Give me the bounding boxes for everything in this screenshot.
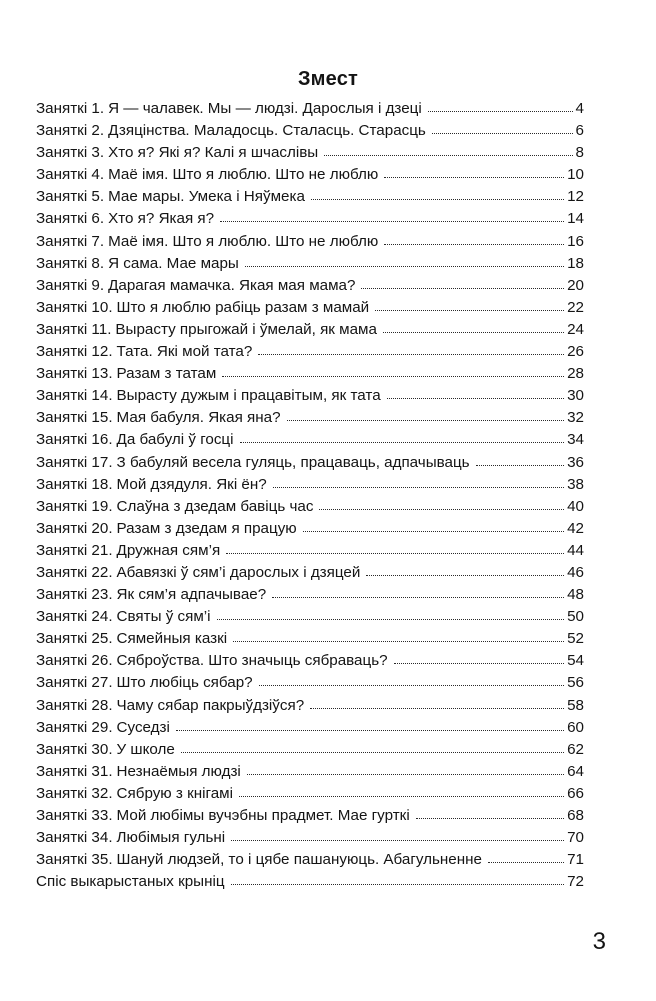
toc-dot-leader xyxy=(303,530,564,532)
toc-dot-leader xyxy=(233,640,564,642)
page-number: 3 xyxy=(592,928,606,955)
toc-entry-text: Шануй людзей, то і цябе пашануюць. Абагульненне xyxy=(116,851,482,869)
toc-entry-sources[interactable] xyxy=(36,871,584,893)
toc-entry-label xyxy=(36,297,369,319)
toc-entry-prefix: Заняткі 1. xyxy=(36,100,105,117)
toc-entry-page: 50 xyxy=(567,608,584,626)
toc-entry-page: 34 xyxy=(567,431,584,449)
toc-entry-label xyxy=(36,739,175,761)
toc-entry-page: 32 xyxy=(567,409,584,427)
toc-entry-prefix: Заняткі 22. xyxy=(36,563,113,581)
toc-entry-label xyxy=(36,717,170,739)
toc-entry-page: 42 xyxy=(567,519,584,537)
toc-entry-page: 20 xyxy=(567,276,584,294)
toc-entry-label xyxy=(36,452,470,474)
toc-dot-leader xyxy=(383,331,564,333)
toc-entry-label xyxy=(36,208,214,230)
toc-entry[interactable] xyxy=(36,319,584,341)
toc-dot-leader xyxy=(387,397,564,399)
toc-entry-label xyxy=(36,584,266,606)
toc-entry-label xyxy=(36,606,211,628)
toc-entry-prefix: Заняткі 4. xyxy=(36,166,105,184)
toc-entry-label xyxy=(36,120,426,142)
toc-entry-page: 26 xyxy=(567,343,584,361)
toc-entry[interactable] xyxy=(36,452,584,474)
toc-entry[interactable] xyxy=(36,540,584,562)
toc-entry[interactable] xyxy=(36,695,584,717)
toc-entry-prefix: Заняткі 8. xyxy=(36,254,105,272)
toc-dot-leader xyxy=(273,486,564,488)
toc-entry-label xyxy=(36,761,241,783)
toc-entry-page: 4 xyxy=(575,100,584,117)
toc-entry-prefix: Заняткі 26. xyxy=(36,652,113,670)
toc-entry-page: 52 xyxy=(567,630,584,648)
toc-entry[interactable] xyxy=(36,496,584,518)
toc-dot-leader xyxy=(245,265,564,267)
toc-entry-page: 36 xyxy=(567,453,584,471)
toc-entry-page: 71 xyxy=(567,851,584,869)
toc-entry[interactable] xyxy=(36,761,584,783)
toc-dot-leader xyxy=(240,441,565,443)
toc-entry-page: 10 xyxy=(567,166,584,184)
toc-dot-leader xyxy=(384,243,564,245)
toc-entry-label xyxy=(36,849,482,871)
toc-entry-text: Што любіць сябар? xyxy=(116,674,253,692)
toc-entry[interactable] xyxy=(36,827,584,849)
toc-entry[interactable] xyxy=(36,341,584,363)
toc-entry-page: 66 xyxy=(567,784,584,802)
toc-entry-text: Чаму сябар пакрыўдзіўся? xyxy=(116,696,305,714)
toc-entry[interactable] xyxy=(36,385,584,407)
toc-entry-label xyxy=(36,562,360,584)
toc-entry-label xyxy=(36,319,377,341)
toc-dot-leader xyxy=(247,773,564,775)
toc-entry-text: Да бабулі ў госці xyxy=(116,431,234,449)
toc-entry[interactable] xyxy=(36,606,584,628)
toc-entry-label xyxy=(36,407,281,429)
toc-entry-page: 12 xyxy=(567,188,584,206)
toc-entry[interactable] xyxy=(36,474,584,496)
toc-entry-prefix: Заняткі 23. xyxy=(36,586,113,604)
toc-entry-label xyxy=(36,341,252,363)
toc-entry[interactable] xyxy=(36,562,584,584)
toc-entry[interactable] xyxy=(36,407,584,429)
toc-entry-label xyxy=(36,695,304,717)
toc-dot-leader xyxy=(319,508,564,510)
toc-entry-text: Як сям’я адпачывае? xyxy=(116,586,267,604)
toc-entry-page: 18 xyxy=(567,254,584,272)
toc-entry-prefix: Заняткі 16. xyxy=(36,431,113,449)
toc-entry-prefix: Заняткі 17. xyxy=(36,453,113,471)
toc-entry-label xyxy=(36,231,378,253)
toc-entry-label xyxy=(36,98,422,120)
toc-entry-text: Дзяцінства. Маладосць. Сталасць. Старасць xyxy=(108,122,426,140)
toc-entry[interactable] xyxy=(36,805,584,827)
toc-entry-label xyxy=(36,385,381,407)
toc-entry-label xyxy=(36,650,388,672)
toc-entry-prefix: Заняткі 30. xyxy=(36,740,113,758)
toc-entry[interactable] xyxy=(36,231,584,253)
toc-entry-text: Суседзі xyxy=(116,718,170,736)
toc-entry-label xyxy=(36,275,355,297)
toc-entry-label xyxy=(36,429,234,451)
toc-entry-text: Што я люблю рабіць разам з мамай xyxy=(116,298,370,316)
toc-entry-text: Мой дзядуля. Які ён? xyxy=(116,475,267,493)
toc-entry-text: Сяброўства. Што значыць сябраваць? xyxy=(116,652,388,670)
toc-dot-leader xyxy=(220,220,564,222)
toc-entry-prefix: Заняткі 5. xyxy=(36,188,105,206)
toc-entry-prefix: Заняткі 9. xyxy=(36,276,105,294)
toc-entry-page: 16 xyxy=(567,232,584,250)
toc-entry[interactable] xyxy=(36,363,584,385)
toc-entry-text: Вырасту прыгожай і ўмелай, як мама xyxy=(115,320,377,338)
toc-entry-label xyxy=(36,142,318,164)
toc-dot-leader xyxy=(259,684,565,686)
toc-entry-label xyxy=(36,805,410,827)
toc-dot-leader xyxy=(311,198,564,200)
toc-entry-prefix: Заняткі 12. xyxy=(36,343,113,361)
toc-entry[interactable] xyxy=(36,628,584,650)
toc-entry-label xyxy=(36,474,267,496)
toc-dot-leader xyxy=(176,729,564,731)
toc-entry-text: Мае мары. Умека і Няўмека xyxy=(108,188,305,206)
toc-entry-text: Я сама. Мае мары xyxy=(108,254,239,272)
toc-entry-text: Незнаёмыя людзі xyxy=(116,762,241,780)
toc-entry-text: Я — чалавек. Мы — людзі. Дарослыя і дзеці xyxy=(108,100,422,117)
toc-dot-leader xyxy=(181,751,564,753)
toc-entry-label xyxy=(36,540,220,562)
toc-dot-leader xyxy=(272,596,564,598)
toc-entry[interactable] xyxy=(36,98,584,120)
toc-dot-leader xyxy=(428,110,573,112)
toc-entry[interactable] xyxy=(36,717,584,739)
toc-entry-page: 28 xyxy=(567,365,584,383)
toc-entry[interactable] xyxy=(36,164,584,186)
toc-entry-text: Сябрую з кнігамі xyxy=(116,784,233,802)
toc-dot-leader xyxy=(488,861,564,863)
toc-entry-page: 60 xyxy=(567,718,584,736)
toc-entry-page: 46 xyxy=(567,563,584,581)
toc-entry-prefix: Заняткі 7. xyxy=(36,232,105,250)
toc-entry-prefix: Заняткі 2. xyxy=(36,122,105,140)
toc-entry-text: Мой любiмы вучэбны прадмет. Мае гурткі xyxy=(116,807,410,824)
toc-dot-leader xyxy=(239,795,564,797)
toc-entry-prefix: Заняткі 6. xyxy=(36,210,105,228)
toc-entry-label xyxy=(36,672,253,694)
toc-entry-page: 62 xyxy=(567,740,584,758)
toc-entry[interactable] xyxy=(36,253,584,275)
toc-dot-leader xyxy=(394,662,565,664)
toc-entry[interactable] xyxy=(36,120,584,142)
toc-entry-page: 56 xyxy=(567,674,584,692)
toc-entry-page: 24 xyxy=(567,320,584,338)
toc-entry-prefix: Заняткі 33. xyxy=(36,807,113,824)
toc-dot-leader xyxy=(258,353,564,355)
toc-entry-prefix: Заняткі 11. xyxy=(36,320,112,338)
toc-entry-page: 44 xyxy=(567,541,584,559)
toc-entry-label xyxy=(36,783,233,805)
toc-entry-text: Разам з татам xyxy=(116,365,217,383)
toc-entry[interactable] xyxy=(36,297,584,319)
toc-entry-page: 30 xyxy=(567,387,584,405)
toc-dot-leader xyxy=(231,883,565,885)
toc-dot-leader xyxy=(231,839,564,841)
toc-entry-prefix: Заняткі 10. xyxy=(36,298,113,316)
toc-entry-label xyxy=(36,186,305,208)
toc-entry-prefix: Заняткі 25. xyxy=(36,630,113,648)
toc-dot-leader xyxy=(287,419,565,421)
toc-entry-page: 64 xyxy=(567,762,584,780)
toc-entry-label xyxy=(36,164,378,186)
toc-entry-prefix: Заняткі 21. xyxy=(36,541,113,559)
toc-entry[interactable] xyxy=(36,429,584,451)
toc-entry-prefix: Заняткі 24. xyxy=(36,608,113,626)
toc-entry-text: Любiмыя гульні xyxy=(116,829,226,847)
toc-entry-page: 14 xyxy=(567,210,584,228)
toc-entry-prefix: Заняткі 32. xyxy=(36,784,113,802)
toc-entry[interactable] xyxy=(36,849,584,871)
toc-entry-label xyxy=(36,518,297,540)
toc-dot-leader xyxy=(366,574,564,576)
toc-dot-leader xyxy=(226,552,564,554)
toc-dot-leader xyxy=(432,132,573,134)
toc-entry-label xyxy=(36,827,225,849)
toc-entry-text: У школе xyxy=(116,740,175,758)
toc-entry-text: Вырасту дужым і працавітым, як тата xyxy=(116,387,381,405)
toc-entry[interactable] xyxy=(36,518,584,540)
table-of-contents xyxy=(36,98,584,893)
page-title: Змест xyxy=(297,68,359,90)
toc-entry-prefix: Заняткі 28. xyxy=(36,696,113,714)
toc-entry-text: Сямейныя казкі xyxy=(116,630,228,648)
toc-dot-leader xyxy=(310,707,564,709)
toc-dot-leader xyxy=(217,618,565,620)
toc-entry-prefix: Заняткі 19. xyxy=(36,497,113,515)
toc-entry-page: 6 xyxy=(575,122,584,140)
toc-entry-text: Хто я? Які я? Калі я шчаслівы xyxy=(108,144,319,162)
toc-entry[interactable] xyxy=(36,275,584,297)
toc-entry[interactable] xyxy=(36,142,584,164)
toc-dot-leader xyxy=(416,817,564,819)
toc-entry-text: Мая бабуля. Якая яна? xyxy=(116,409,281,427)
toc-entry-text: Маё імя. Што я люблю. Што не люблю xyxy=(108,166,379,184)
toc-entry-prefix: Заняткі 35. xyxy=(36,851,113,869)
toc-entry[interactable] xyxy=(36,650,584,672)
toc-entry-prefix: Заняткі 31. xyxy=(36,762,113,780)
toc-entry-prefix: Заняткі 3. xyxy=(36,144,105,162)
toc-dot-leader xyxy=(384,176,564,178)
toc-entry[interactable] xyxy=(36,739,584,761)
toc-entry-text: Дружная сям’я xyxy=(116,541,221,559)
toc-dot-leader xyxy=(361,287,564,289)
toc-entry-prefix: Заняткі 20. xyxy=(36,519,113,537)
toc-entry-prefix: Заняткі 27. xyxy=(36,674,113,692)
toc-entry-prefix: Заняткі 14. xyxy=(36,387,113,405)
toc-entry-text: Слаўна з дзедам бавіць час xyxy=(116,497,314,515)
toc-entry-page: 58 xyxy=(567,696,584,714)
toc-entry-text: Абавязкі ў сям’і дарослых і дзяцей xyxy=(116,563,361,581)
toc-entry-page: 68 xyxy=(567,807,584,824)
toc-dot-leader xyxy=(476,464,565,466)
toc-entry-page: 22 xyxy=(567,298,584,316)
toc-entry[interactable] xyxy=(36,783,584,805)
toc-entry[interactable] xyxy=(36,208,584,230)
toc-entry-prefix: Заняткі 13. xyxy=(36,365,113,383)
toc-entry-page: 70 xyxy=(567,829,584,847)
toc-entry-page: 72 xyxy=(567,873,584,891)
toc-entry-label xyxy=(36,363,216,385)
toc-entry-text: Дарагая мамачка. Якая мая мама? xyxy=(108,276,356,294)
toc-entry-prefix: Заняткі 18. xyxy=(36,475,113,493)
toc-entry[interactable] xyxy=(36,672,584,694)
toc-entry-text: Святы ў сям’і xyxy=(116,608,211,626)
toc-entry-text: З бабуляй весела гуляць, працаваць, адпачываць xyxy=(116,453,470,471)
toc-dot-leader xyxy=(222,375,564,377)
toc-entry-text: Хто я? Якая я? xyxy=(108,210,215,228)
toc-entry-text: Маё імя. Што я люблю. Што не люблю xyxy=(108,232,379,250)
toc-entry-prefix: Заняткі 29. xyxy=(36,718,113,736)
toc-entry[interactable] xyxy=(36,186,584,208)
toc-entry-page: 38 xyxy=(567,475,584,493)
toc-entry-text: Тата. Які мой тата? xyxy=(116,343,253,361)
toc-entry-label xyxy=(36,628,227,650)
toc-dot-leader xyxy=(324,154,572,156)
toc-entry-label xyxy=(36,496,313,518)
toc-dot-leader xyxy=(375,309,564,311)
toc-entry-page: 48 xyxy=(567,586,584,604)
toc-entry-text: Спіс выкарыстаных крыніц xyxy=(36,873,225,891)
toc-entry-label xyxy=(36,871,225,893)
toc-entry-prefix: Заняткі 15. xyxy=(36,409,113,427)
toc-entry[interactable] xyxy=(36,584,584,606)
toc-entry-page: 54 xyxy=(567,652,584,670)
toc-entry-page: 8 xyxy=(575,144,584,162)
toc-entry-prefix: Заняткі 34. xyxy=(36,829,113,847)
toc-entry-text: Разам з дзедам я працую xyxy=(116,519,297,537)
toc-entry-page: 40 xyxy=(567,497,584,515)
toc-entry-label xyxy=(36,253,239,275)
